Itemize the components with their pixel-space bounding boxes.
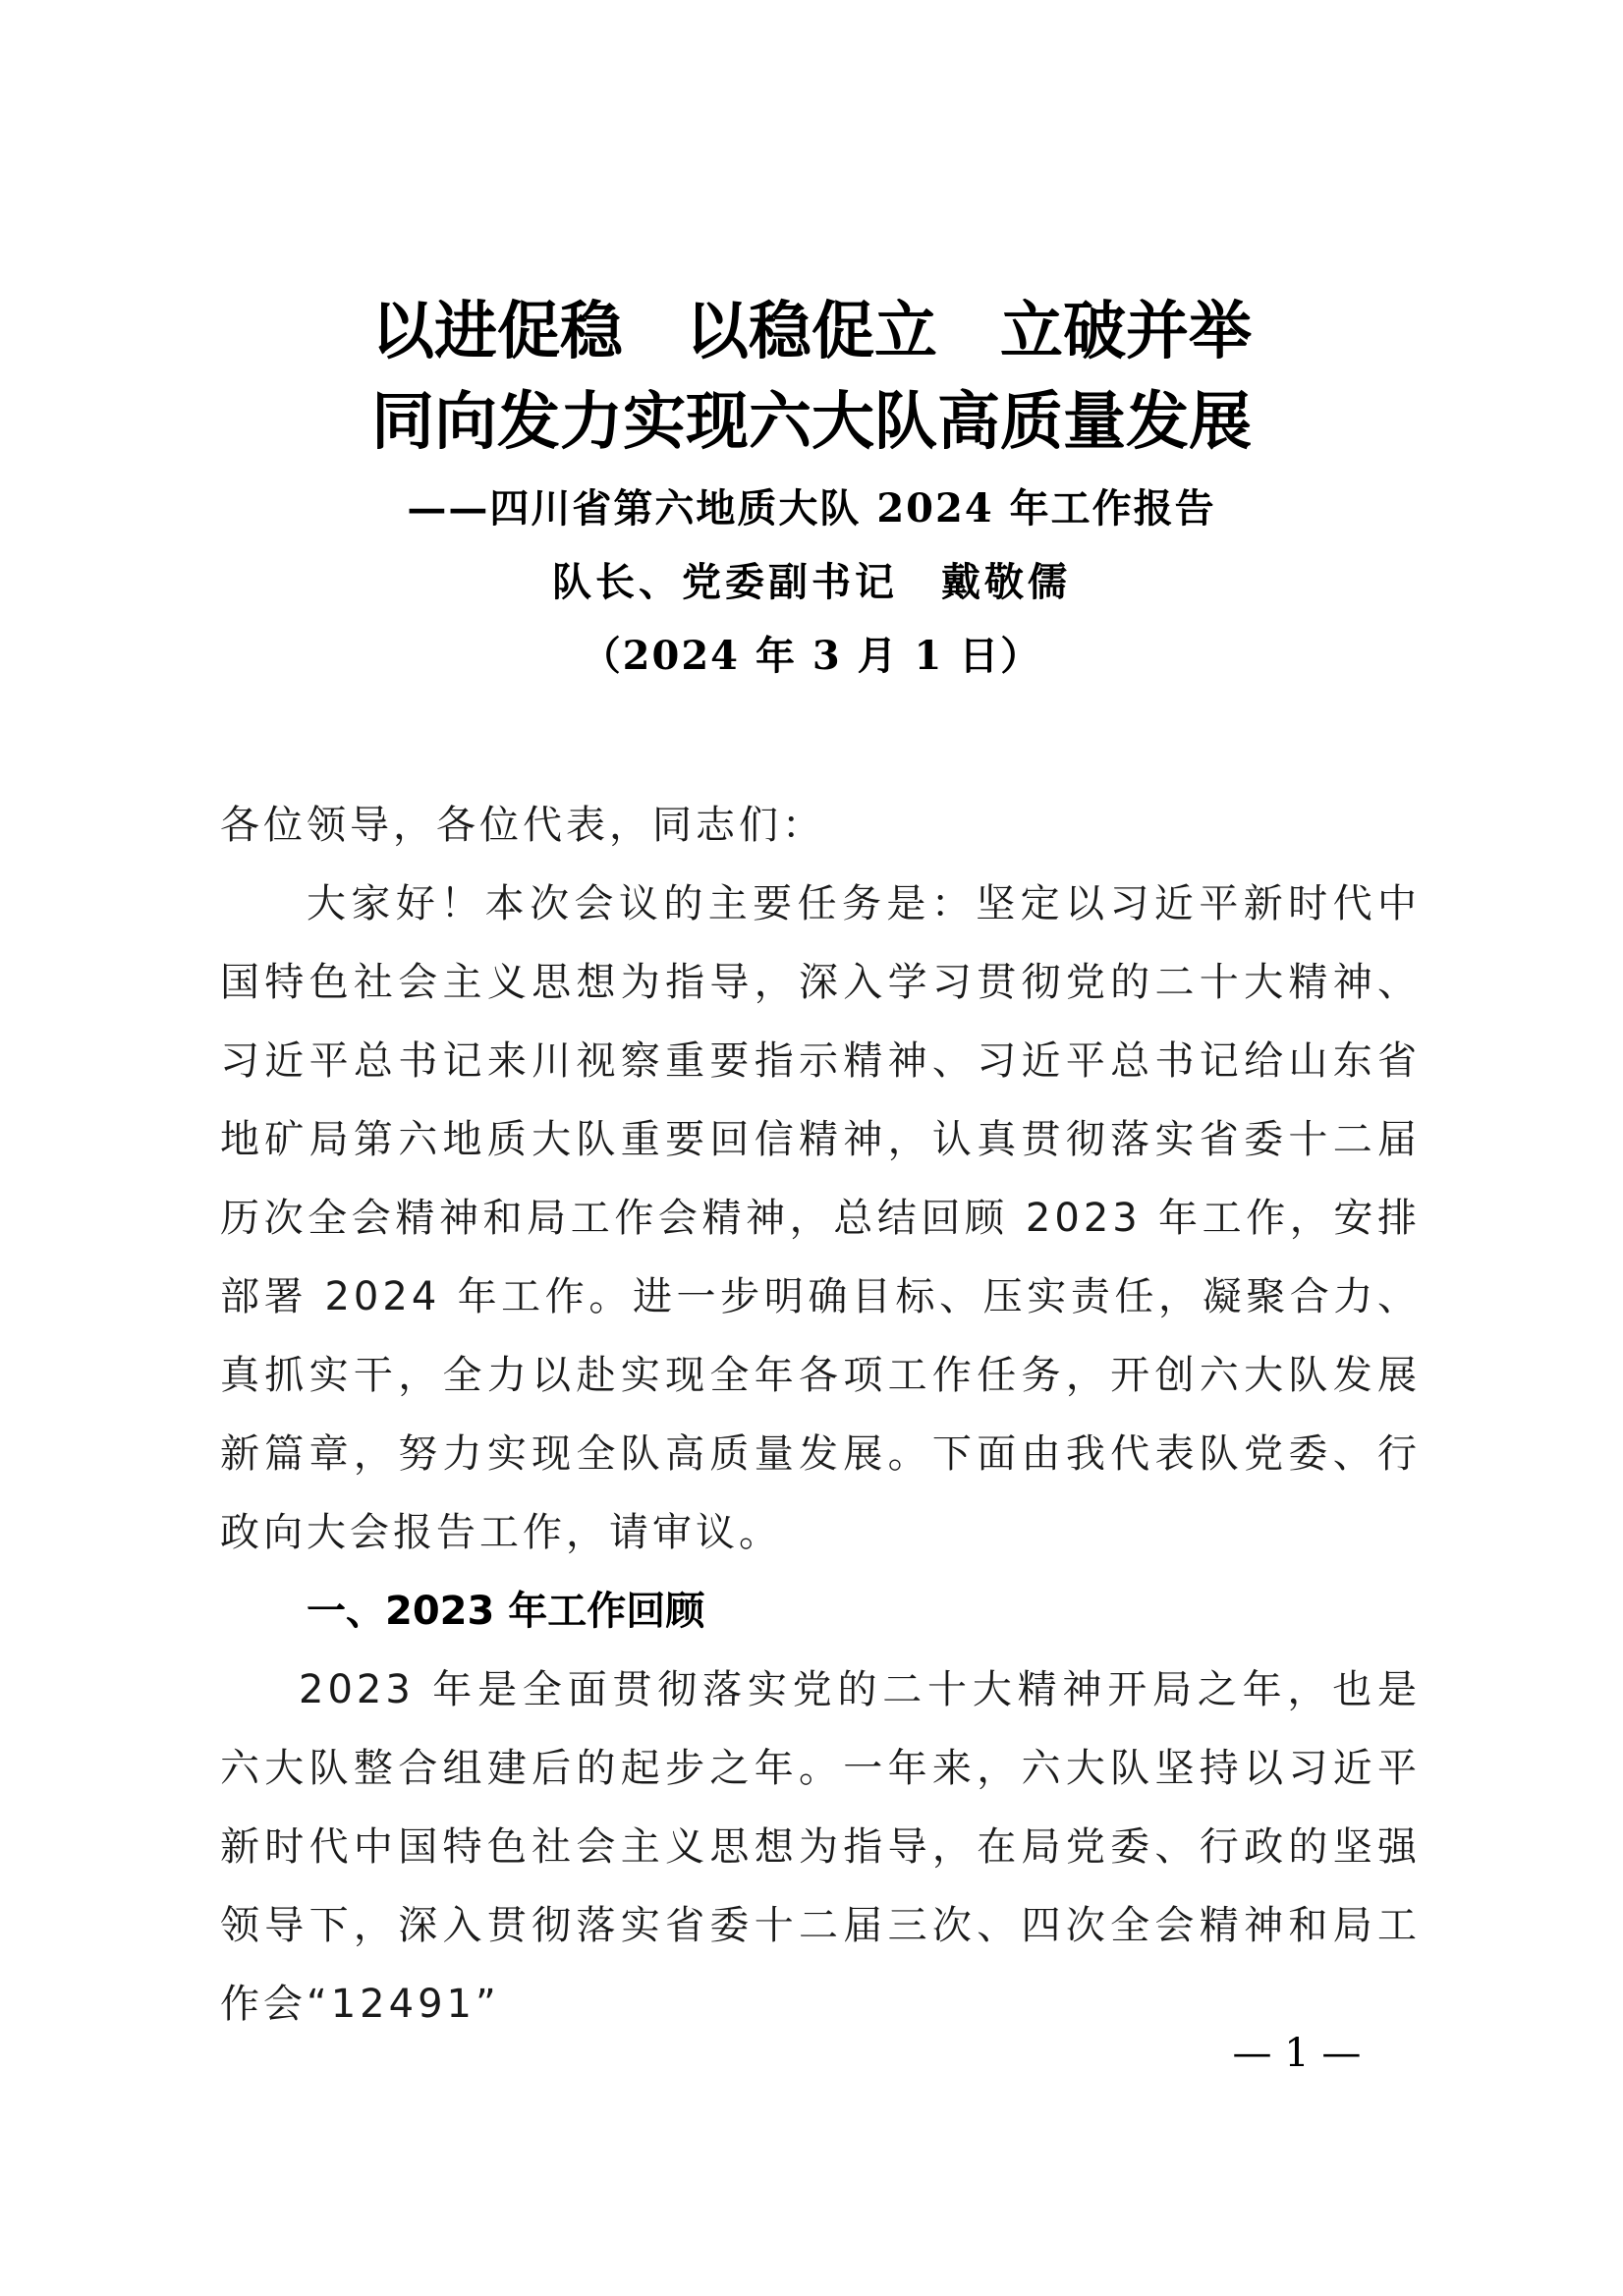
- salutation: 各位领导，各位代表，同志们：: [220, 803, 825, 848]
- section-heading-2023-review: 一、2023 年工作回顾: [307, 1589, 705, 1634]
- author-line: 队长、党委副书记 戴敬儒: [552, 559, 1071, 605]
- report-subtitle: ——四川省第六地质大队 2024 年工作报告: [407, 485, 1216, 532]
- page-number: — 1 —: [1232, 2031, 1362, 2076]
- title-line-1: 以进促稳 以稳促立 立破并举: [371, 295, 1252, 368]
- title-line-2: 同向发力实现六大队高质量发展: [371, 385, 1252, 459]
- report-date: （2024 年 3 月 1 日）: [581, 633, 1042, 679]
- paragraph-2023-review: 2023 年是全面贯彻落实党的二十大精神开局之年，也是六大队整合组建后的起步之年。一年来，六大队坚持以习近平新时代中国特色社会主义思想为指导，在局党委、行政的坚强领导下，深入贯彻落实省委十二届三次、四次全会精神和局工作会“12491”: [220, 1667, 1421, 2027]
- paragraph-intro: 大家好！本次会议的主要任务是：坚定以习近平新时代中国特色社会主义思想为指导，深入学习贯彻党的二十大精神、习近平总书记来川视察重要指示精神、习近平总书记给山东省地矿局第六地质大队重要回信精神，认真贯彻落实省委十二届历次全会精神和局工作会精神，总结回顾 2023 年工作，安排部署 2024 年工作。进一步明确目标、压实责任，凝聚合力、真抓实干，全力以赴实现全年各项工作任务，开创六大队发展新篇章，努力实现全队高质量发展。下面由我代表队党委、行政向大会报告工作，请审议。: [220, 881, 1421, 1555]
